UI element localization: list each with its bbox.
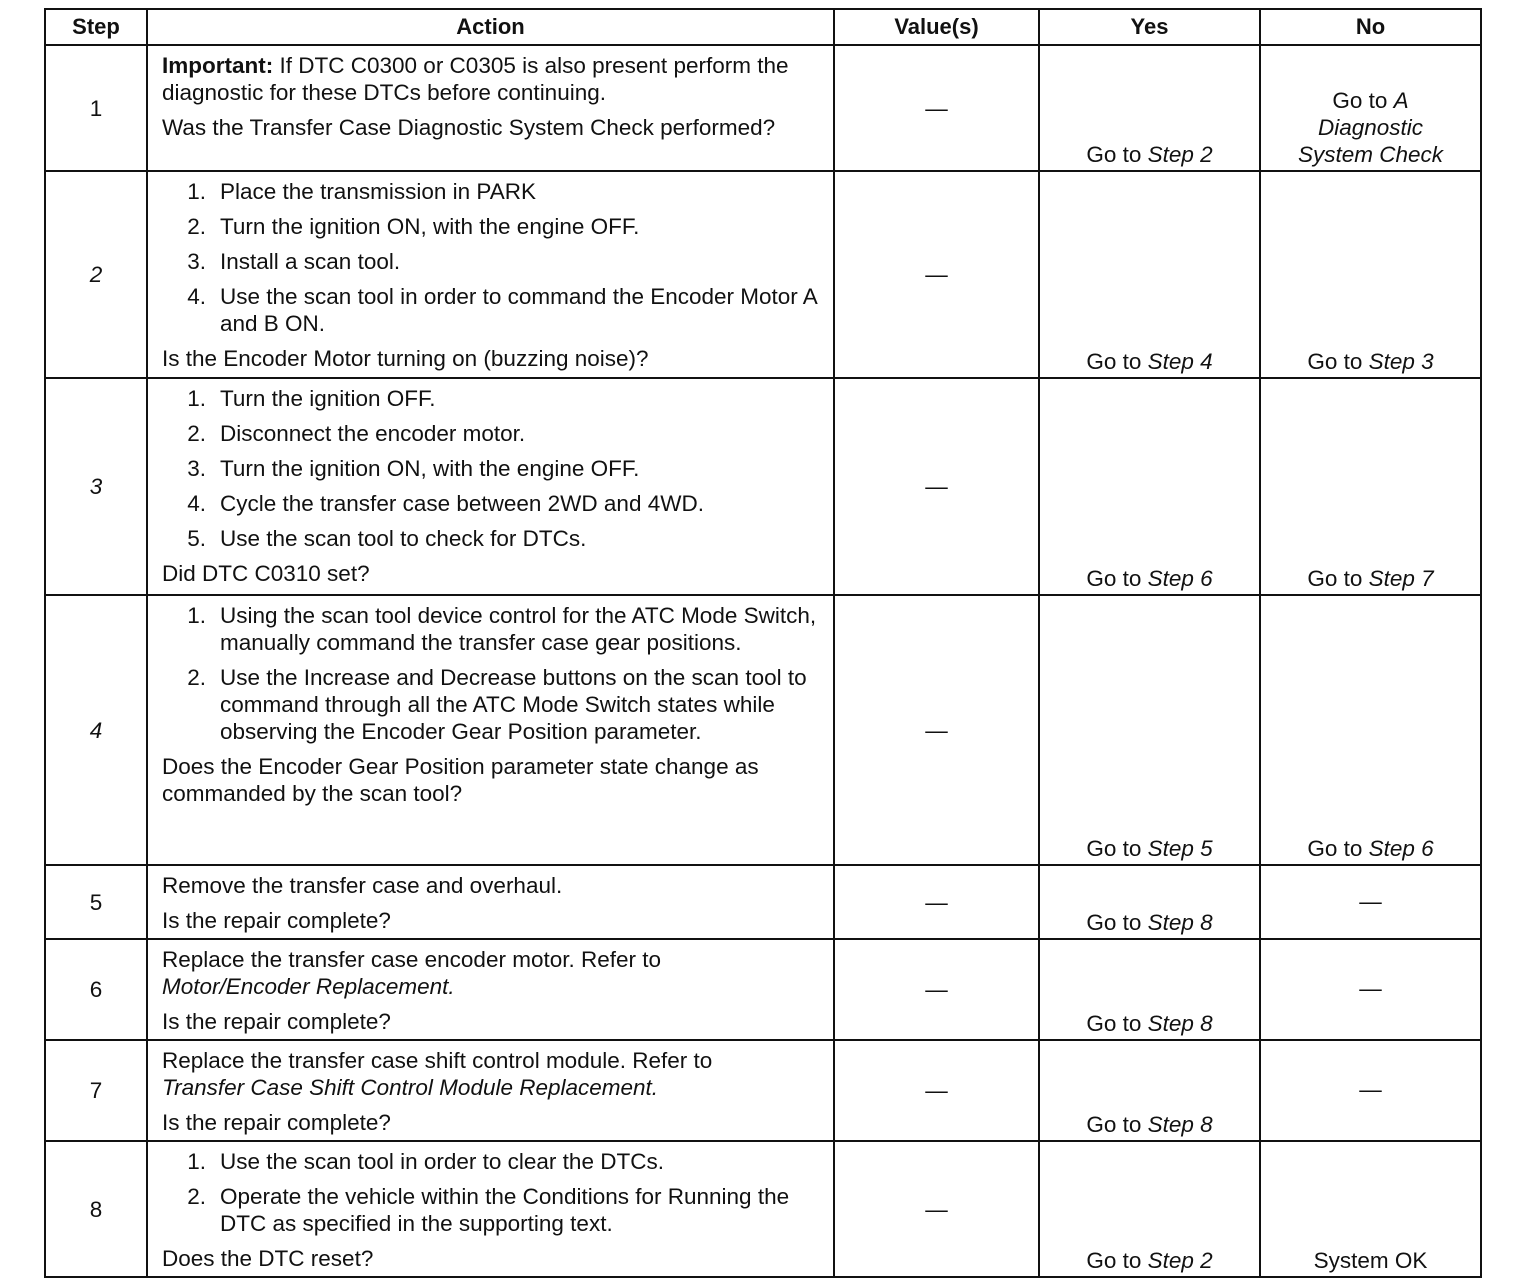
action-cell bbox=[147, 171, 834, 378]
question: Did DTC C0310 set? bbox=[162, 561, 370, 586]
value-cell bbox=[834, 1141, 1039, 1277]
value-cell bbox=[834, 939, 1039, 1040]
step-number: 2 bbox=[45, 171, 147, 378]
no-target: Step 7 bbox=[1368, 566, 1434, 591]
yes-cell bbox=[1039, 45, 1260, 171]
value-dash: — bbox=[925, 95, 948, 121]
yes-target: Step 8 bbox=[1147, 1011, 1213, 1036]
reference-link: Motor/Encoder Replacement. bbox=[162, 974, 455, 999]
yes-prefix: Go to bbox=[1086, 349, 1148, 374]
table-row bbox=[45, 595, 1481, 865]
yes-prefix: Go to bbox=[1086, 566, 1148, 591]
no-cell bbox=[1260, 595, 1481, 865]
yes-cell bbox=[1039, 939, 1260, 1040]
step-number: 1 bbox=[45, 45, 147, 171]
list-item: 3. Turn the ignition ON, with the engine OFF. bbox=[187, 456, 640, 481]
yes-cell bbox=[1039, 595, 1260, 865]
no-result: System OK bbox=[1313, 1248, 1428, 1273]
yes-prefix: Go to bbox=[1086, 142, 1148, 167]
action-cell bbox=[147, 378, 834, 595]
list-item: 4. Use the scan tool in order to command the Encoder Motor A and B ON. bbox=[187, 284, 817, 336]
yes-cell bbox=[1039, 171, 1260, 378]
yes-prefix: Go to bbox=[1086, 836, 1148, 861]
no-cell bbox=[1260, 1040, 1481, 1141]
yes-cell bbox=[1039, 1040, 1260, 1141]
list-item: 2. Disconnect the encoder motor. bbox=[187, 421, 526, 446]
no-prefix: Go to bbox=[1307, 836, 1369, 861]
list-item: 2. Operate the vehicle within the Conditions for Running the DTC as specified in the supporting text. bbox=[187, 1184, 790, 1236]
action-cell bbox=[147, 1141, 834, 1277]
yes-target: Step 6 bbox=[1147, 566, 1213, 591]
step-number: 6 bbox=[45, 939, 147, 1040]
question: Is the repair complete? bbox=[162, 1110, 391, 1135]
yes-target: Step 2 bbox=[1147, 142, 1213, 167]
no-target: Step 6 bbox=[1368, 836, 1434, 861]
list-item: 5. Use the scan tool to check for DTCs. bbox=[187, 526, 587, 551]
important-label: Important: bbox=[162, 53, 274, 78]
no-prefix: Go to bbox=[1307, 566, 1369, 591]
action-steps bbox=[162, 1148, 823, 1237]
step-number: 8 bbox=[45, 1141, 147, 1277]
action-steps bbox=[162, 602, 823, 745]
action-steps bbox=[162, 385, 823, 552]
no-prefix: Go to bbox=[1332, 88, 1394, 113]
yes-cell bbox=[1039, 378, 1260, 595]
list-item: 1. Using the scan tool device control for the ATC Mode Switch, manually command the transfer case gear positions. bbox=[187, 603, 817, 655]
action-cell bbox=[147, 1040, 834, 1141]
yes-target: Step 5 bbox=[1147, 836, 1213, 861]
important-text: If DTC C0300 or C0305 is also present perform the diagnostic for these DTCs before continuing. bbox=[162, 53, 789, 105]
header-action: Action bbox=[147, 9, 834, 45]
action-cell bbox=[147, 939, 834, 1040]
important-note bbox=[162, 52, 823, 106]
yes-target: Step 2 bbox=[1147, 1248, 1213, 1273]
question: Is the repair complete? bbox=[162, 908, 391, 933]
value-dash: — bbox=[925, 1196, 948, 1222]
no-prefix: Go to bbox=[1307, 349, 1369, 374]
value-cell bbox=[834, 595, 1039, 865]
list-item: 3. Install a scan tool. bbox=[187, 249, 401, 274]
no-cell bbox=[1260, 378, 1481, 595]
table-row bbox=[45, 378, 1481, 595]
yes-prefix: Go to bbox=[1086, 1248, 1148, 1273]
value-dash: — bbox=[925, 474, 948, 499]
list-item: 1. Place the transmission in PARK bbox=[187, 179, 536, 204]
yes-prefix: Go to bbox=[1086, 1011, 1148, 1036]
no-target: A Diagnostic System Check bbox=[1297, 88, 1444, 167]
step-number: 3 bbox=[45, 378, 147, 595]
no-dash: — bbox=[1359, 1077, 1382, 1102]
yes-prefix: Go to bbox=[1086, 910, 1148, 935]
table-row bbox=[45, 171, 1481, 378]
table-row bbox=[45, 865, 1481, 939]
instruction bbox=[162, 946, 823, 1000]
value-dash: — bbox=[925, 889, 948, 915]
list-item: 2. Use the Increase and Decrease buttons on the scan tool to command through all the ATC Mode Switch states while observing the Encoder Gear Position parameter. bbox=[187, 665, 807, 744]
question: Does the DTC reset? bbox=[162, 1246, 374, 1271]
action-cell bbox=[147, 865, 834, 939]
question: Is the Encoder Motor turning on (buzzing noise)? bbox=[162, 346, 649, 371]
no-cell bbox=[1260, 865, 1481, 939]
value-dash: — bbox=[925, 717, 948, 743]
step-number: 7 bbox=[45, 1040, 147, 1141]
value-dash: — bbox=[925, 1078, 948, 1103]
header-no: No bbox=[1260, 9, 1481, 45]
header-row bbox=[45, 9, 1481, 45]
action-steps bbox=[162, 178, 823, 337]
yes-prefix: Go to bbox=[1086, 1112, 1148, 1137]
instruction-text: Replace the transfer case shift control module. Refer to bbox=[162, 1048, 713, 1073]
diagnostic-table bbox=[44, 8, 1482, 1278]
question: Was the Transfer Case Diagnostic System Check performed? bbox=[162, 115, 776, 140]
value-dash: — bbox=[925, 977, 948, 1002]
yes-cell bbox=[1039, 865, 1260, 939]
table-row bbox=[45, 45, 1481, 171]
action-cell bbox=[147, 595, 834, 865]
no-target: Step 3 bbox=[1368, 349, 1434, 374]
no-cell bbox=[1260, 171, 1481, 378]
instruction: Remove the transfer case and overhaul. bbox=[162, 873, 563, 898]
no-cell bbox=[1260, 1141, 1481, 1277]
table-row bbox=[45, 1040, 1481, 1141]
table-row bbox=[45, 1141, 1481, 1277]
step-number: 5 bbox=[45, 865, 147, 939]
question: Does the Encoder Gear Position parameter state change as commanded by the scan tool? bbox=[162, 754, 759, 806]
no-cell bbox=[1260, 939, 1481, 1040]
list-item: 2. Turn the ignition ON, with the engine OFF. bbox=[187, 214, 640, 239]
value-dash: — bbox=[925, 262, 948, 287]
value-cell bbox=[834, 45, 1039, 171]
no-dash: — bbox=[1359, 976, 1382, 1001]
no-cell bbox=[1260, 45, 1481, 171]
question: Is the repair complete? bbox=[162, 1009, 391, 1034]
reference-link: Transfer Case Shift Control Module Replacement. bbox=[162, 1075, 659, 1100]
header-yes: Yes bbox=[1039, 9, 1260, 45]
yes-target: Step 8 bbox=[1147, 910, 1213, 935]
value-cell bbox=[834, 171, 1039, 378]
list-item: 1. Turn the ignition OFF. bbox=[187, 386, 436, 411]
value-cell bbox=[834, 865, 1039, 939]
instruction bbox=[162, 1047, 823, 1101]
yes-target: Step 8 bbox=[1147, 1112, 1213, 1137]
table-row bbox=[45, 939, 1481, 1040]
instruction-text: Replace the transfer case encoder motor. Refer to bbox=[162, 947, 662, 972]
step-number: 4 bbox=[45, 595, 147, 865]
value-cell bbox=[834, 378, 1039, 595]
yes-cell bbox=[1039, 1141, 1260, 1277]
yes-target: Step 4 bbox=[1147, 349, 1213, 374]
header-step: Step bbox=[45, 9, 147, 45]
header-values: Value(s) bbox=[834, 9, 1039, 45]
list-item: 1. Use the scan tool in order to clear the DTCs. bbox=[187, 1149, 664, 1174]
list-item: 4. Cycle the transfer case between 2WD and 4WD. bbox=[187, 491, 704, 516]
no-dash: — bbox=[1359, 888, 1382, 914]
action-cell bbox=[147, 45, 834, 171]
value-cell bbox=[834, 1040, 1039, 1141]
